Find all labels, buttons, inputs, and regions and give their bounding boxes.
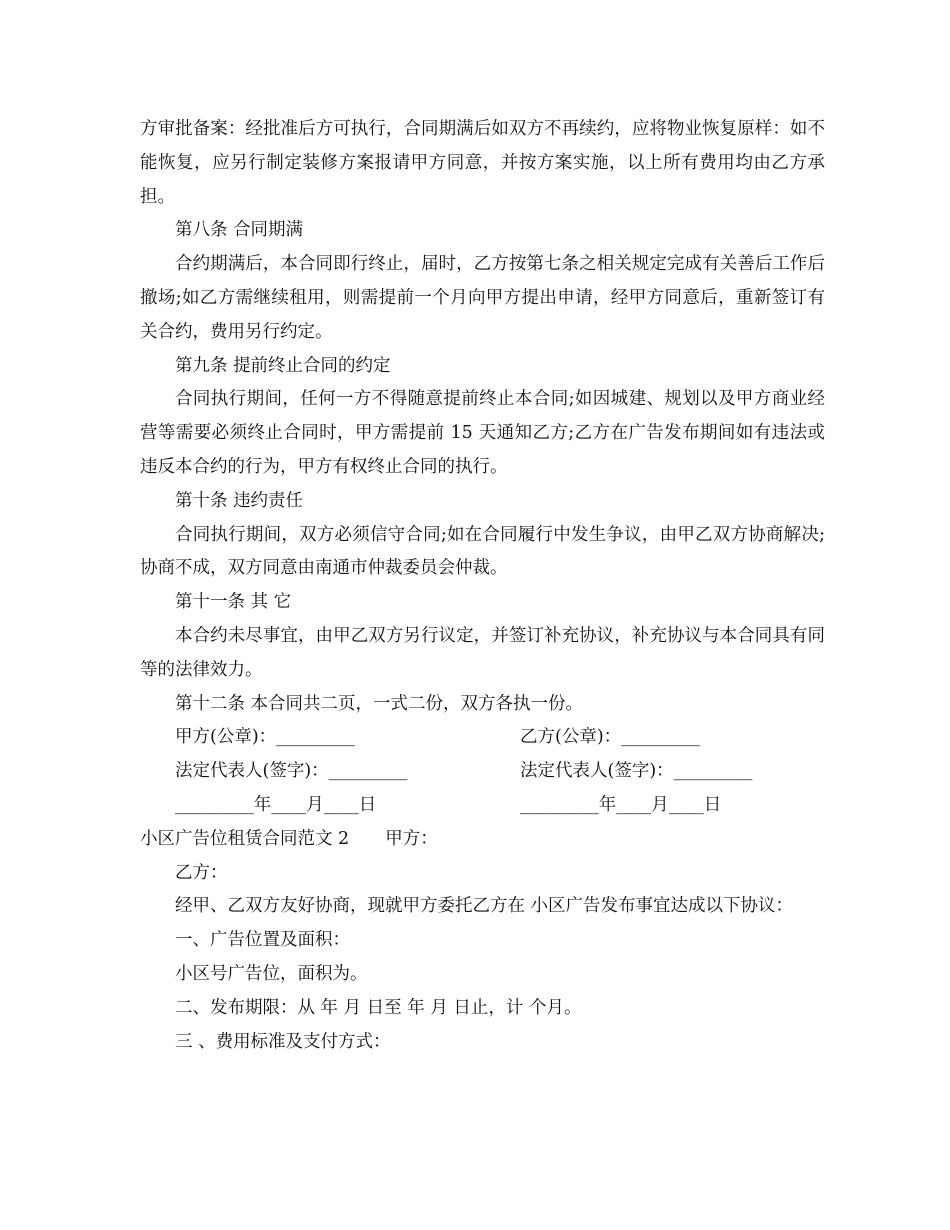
party-b-representative-line: 法定代表人(签字)：_________ — [520, 761, 753, 782]
article-11-title: 第十一条 其 它 — [175, 592, 292, 613]
party-b-date-line: _________年____月____日 — [520, 794, 722, 815]
article-10-body: 合同执行期间，双方必须信守合同;如在合同履行中发生争议，由甲乙双方协商解决;协商不成，双方同意由南通市仲裁委员会仲裁。 — [140, 524, 825, 579]
party-b-seal-line: 乙方(公章)：_________ — [520, 727, 700, 748]
section-1-body: 小区号广告位，面积为。 — [175, 963, 368, 984]
sample-2-intro: 经甲、乙双方友好协商，现就甲方委托乙方在 小区广告发布事宜达成以下协议： — [175, 896, 794, 917]
section-1-title: 一、广告位置及面积： — [175, 930, 350, 951]
article-12: 第十二条 本合同共二页，一式二份，双方各执一份。 — [175, 693, 584, 714]
signature-row-date — [140, 789, 825, 823]
article-8-title: 第八条 合同期满 — [175, 220, 304, 241]
party-a-seal-line: 甲方(公章)：_________ — [175, 727, 355, 748]
article-8-body: 合约期满后，本合同即行终止，届时，乙方按第七条之相关规定完成有关善后工作后撤场;如乙方需继续租用，则需提前一个月向甲方提出申请，经甲方同意后，重新签订有关合约，费用另行约定。 — [140, 254, 825, 342]
paragraph-continuation: 方审批备案：经批准后方可执行，合同期满后如双方不再续约，应将物业恢复原样：如不能恢复，应另行制定装修方案报请甲方同意，并按方案实施，以上所有费用均由乙方承担。 — [140, 119, 825, 207]
sample-2-title: 小区广告位租赁合同范文 2 — [140, 828, 350, 849]
party-a-representative-line: 法定代表人(签字)：_________ — [175, 761, 408, 782]
section-3-title: 三 、费用标准及支付方式： — [175, 1031, 391, 1052]
signature-row-seal — [140, 721, 825, 755]
article-9-body: 合同执行期间，任何一方不得随意提前终止本合同;如因城建、规划以及甲方商业经营等需要必须终止合同时，甲方需提前 15 天通知乙方;乙方在广告发布期间如有违法或违反本合约的行为，甲方有权终止合同的执行。 — [140, 389, 825, 477]
article-10-title: 第十条 违约责任 — [175, 490, 304, 511]
sample-2-party-a: 甲方： — [385, 828, 438, 849]
article-11-body: 本合约未尽事宜，由甲乙双方另行议定，并签订补充协议，补充协议与本合同具有同等的法律效力。 — [140, 625, 825, 680]
party-a-date-line: _________年____月____日 — [175, 794, 377, 815]
article-9-title: 第九条 提前终止合同的约定 — [175, 355, 391, 376]
signature-row-representative — [140, 755, 825, 789]
document-body — [140, 113, 825, 1059]
section-2: 二、发布期限：从 年 月 日至 年 月 日止，计 个月。 — [175, 997, 582, 1018]
sample-2-party-b: 乙方： — [175, 862, 228, 883]
sample-2-header — [140, 823, 825, 857]
